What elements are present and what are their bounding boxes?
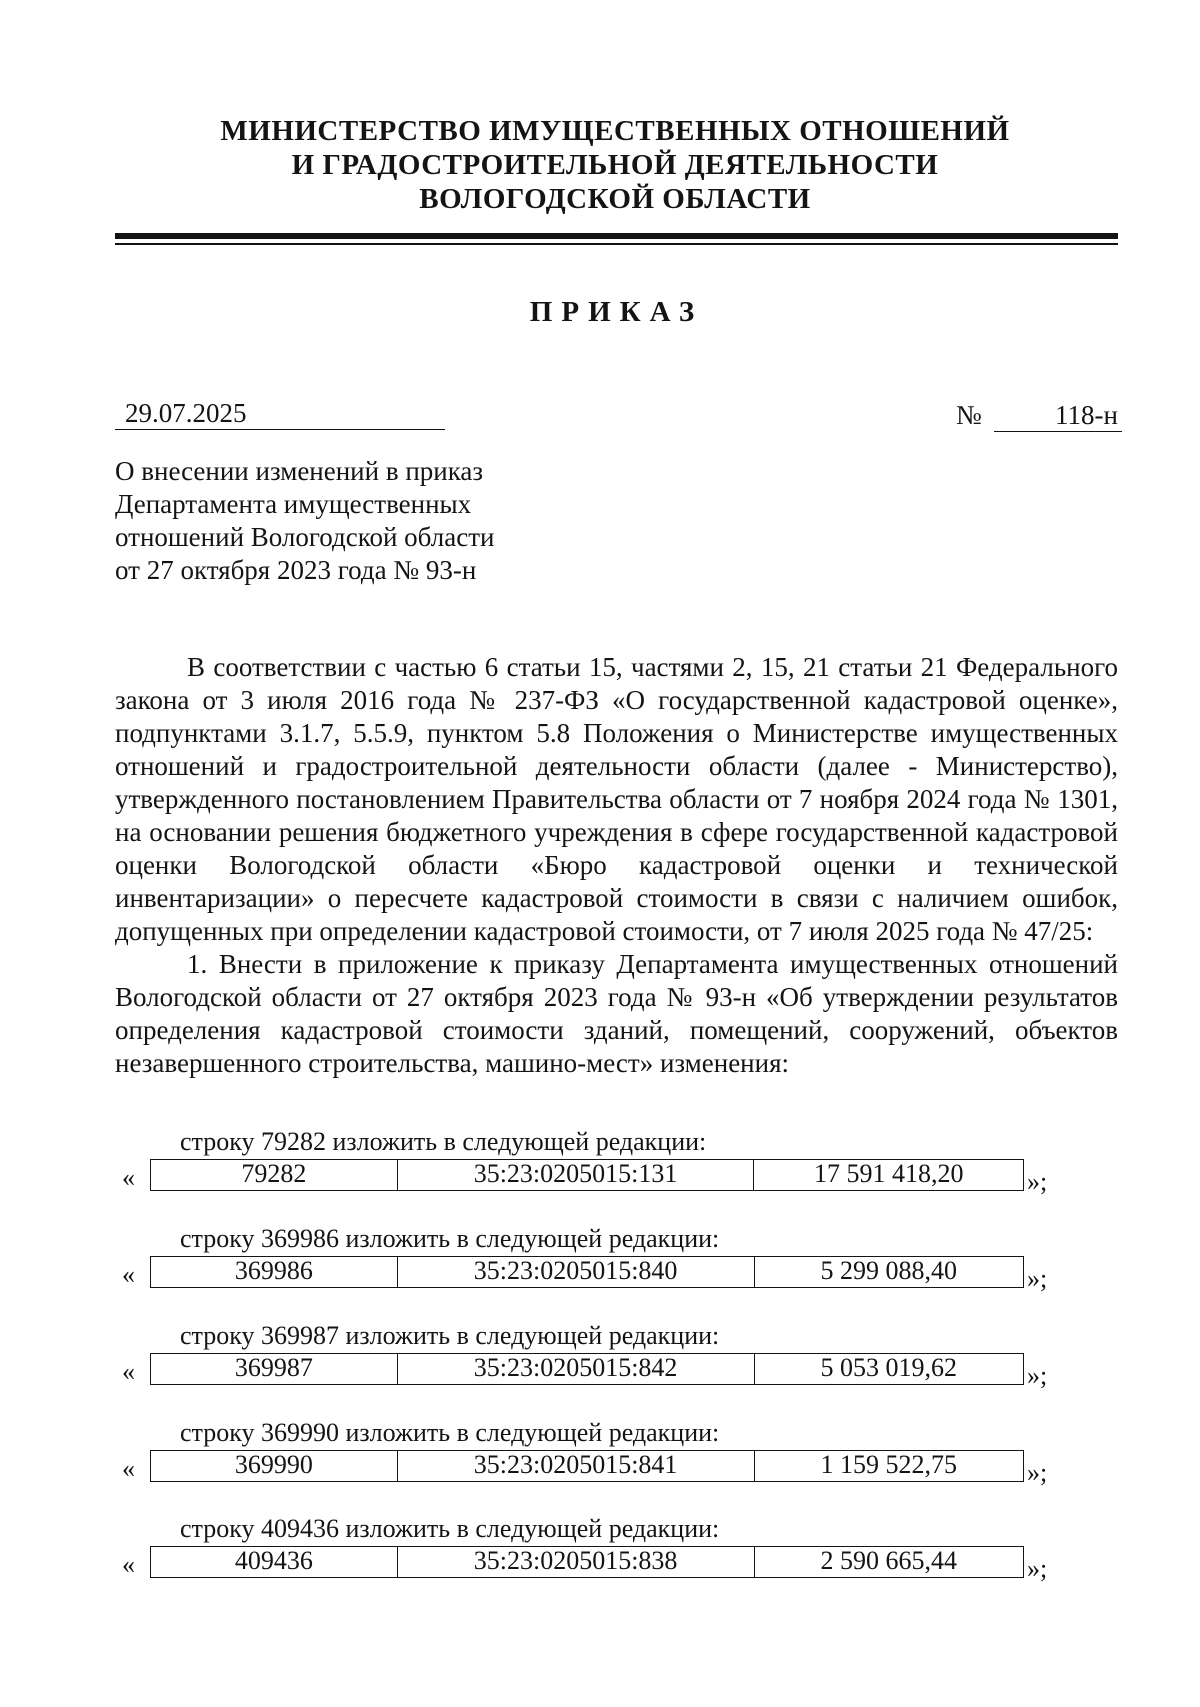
table-row [151,1451,1024,1482]
cadastral-value-cell: 5 299 088,40 [754,1257,1024,1288]
amendment-row [122,1159,1082,1195]
amendment-intro: строку 369987 изложить в следующей редакции: [180,1321,720,1350]
header-line-2: И ГРАДОСТРОИТЕЛЬНОЙ ДЕЯТЕЛЬНОСТИ [291,149,939,181]
row-number-cell: 409436 [151,1547,398,1578]
cadastral-number-cell: 35:23:0205015:840 [397,1257,754,1288]
order-body [115,651,1118,1080]
amendment-table [150,1353,1024,1385]
amendment-row [122,1546,1082,1582]
cadastral-value-cell: 1 159 522,75 [754,1451,1024,1482]
amendment-table [150,1159,1024,1191]
divider-thick-line [115,233,1118,239]
order-date: 29.07.2025 [115,397,445,430]
header-line-3: ВОЛОГОДСКОЙ ОБЛАСТИ [419,183,811,215]
quote-open: « [122,1260,135,1289]
cadastral-value-cell: 5 053 019,62 [754,1354,1024,1385]
quote-open: « [122,1454,135,1483]
table-row [151,1547,1024,1578]
amendment-row [122,1450,1082,1486]
row-number-cell: 79282 [151,1160,398,1191]
table-row [151,1354,1024,1385]
subject-line: О внесении изменений в приказ [115,456,484,486]
header-divider [115,233,1118,247]
quote-open: « [122,1550,135,1579]
row-number-cell: 369990 [151,1451,398,1482]
preamble-paragraph: В соответствии с частью 6 статьи 15, частями 2, 15, 21 статьи 21 Федерального закона от 3 июля 2016 года № 237-ФЗ «О государственной кадастровой оценке», подпунктами 3.1.7, 5.5.9, пунктом 5.8 Положения о Министерстве имущественных отношений и градостроительной деятельности области (далее - Министерство), утвержденного постановлением Правительства области от 7 ноября 2024 года № 1301, на основании решения бюджетного учреждения в сфере государственной кадастровой оценки Вологодской области «Бюро кадастровой оценки и технической инвентаризации» о пересчете кадастровой стоимости в связи с наличием ошибок, допущенных при определении кадастровой стоимости, от 7 июля 2025 года № 47/25: [115,652,1118,946]
document-type-title: ПРИКАЗ [529,296,704,328]
quote-open: « [122,1163,135,1192]
amendment-intro: строку 369990 изложить в следующей редакции: [180,1418,720,1447]
quote-open: « [122,1357,135,1386]
row-number-cell: 369987 [151,1354,398,1385]
quote-close: »; [1027,1554,1048,1583]
amendment-table [150,1450,1024,1482]
ministry-header [115,114,1115,216]
subject-line: отношений Вологодской области [115,522,495,552]
subject-line: от 27 октября 2023 года № 93-н [115,555,477,585]
cadastral-value-cell: 2 590 665,44 [754,1547,1024,1578]
amendment-intro: строку 79282 изложить в следующей редакции: [180,1127,707,1156]
amendment-intro: строку 409436 изложить в следующей редакции: [180,1514,720,1543]
cadastral-number-cell: 35:23:0205015:131 [397,1160,754,1191]
cadastral-value-cell: 17 591 418,20 [754,1160,1024,1191]
cadastral-number-cell: 35:23:0205015:838 [397,1547,754,1578]
clause-1-paragraph: 1. Внести в приложение к приказу Департамента имущественных отношений Вологодской области от 27 октября 2023 года № 93-н «Об утверждении результатов определения кадастровой стоимости зданий, помещений, сооружений, объектов незавершенного строительства, машино-мест» изменения: [115,949,1118,1078]
amendment-table [150,1546,1024,1578]
amendment-row [122,1256,1082,1292]
header-line-1: МИНИСТЕРСТВО ИМУЩЕСТВЕННЫХ ОТНОШЕНИЙ [220,115,1010,147]
row-number-cell: 369986 [151,1257,398,1288]
quote-close: »; [1027,1458,1048,1487]
cadastral-number-cell: 35:23:0205015:842 [397,1354,754,1385]
divider-thin-line [115,243,1118,245]
order-number: 118-н [994,399,1122,432]
table-row [151,1160,1024,1191]
quote-close: »; [1027,1167,1048,1196]
amendment-row [122,1353,1082,1389]
amendment-intro: строку 369986 изложить в следующей редакции: [180,1224,720,1253]
subject-line: Департамента имущественных [115,489,472,519]
order-subject [115,455,494,587]
amendment-table [150,1256,1024,1288]
table-row [151,1257,1024,1288]
number-sign: № [956,400,982,430]
cadastral-number-cell: 35:23:0205015:841 [397,1451,754,1482]
quote-close: »; [1027,1361,1048,1390]
quote-close: »; [1027,1264,1048,1293]
